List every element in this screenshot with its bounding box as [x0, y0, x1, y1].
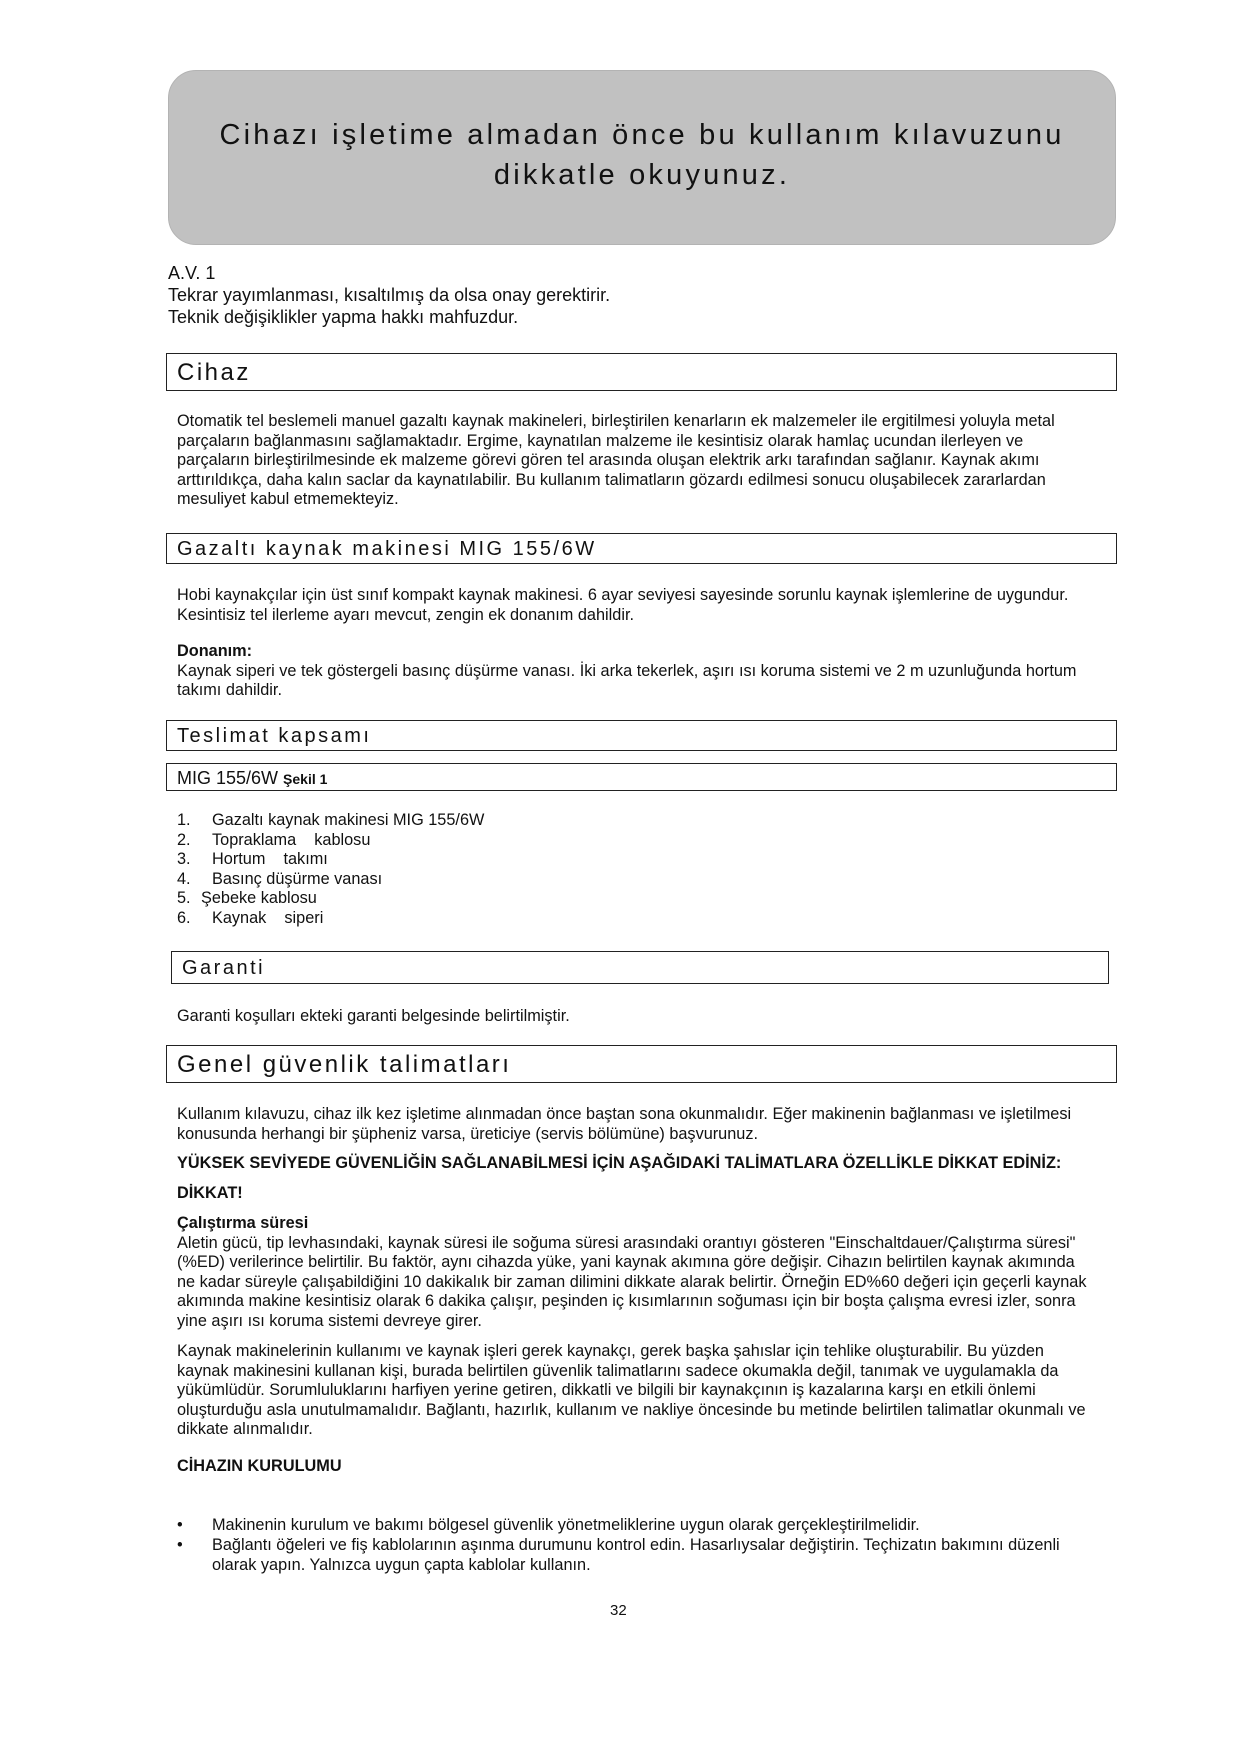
list-item-label: Hortum takımı — [212, 850, 328, 868]
gazalti-text: Hobi kaynakçılar için üst sınıf kompakt kaynak makinesi. 6 ayar seviyesi sayesinde sorunlu kaynak işlemlerine de uygundur. Kesintisiz tel ilerleme ayarı mevcut, zengin ek donanım dahildir. — [177, 586, 1069, 624]
list-item — [177, 1515, 1097, 1535]
safety-warning: YÜKSEK SEVİYEDE GÜVENLİĞİN SAĞLANABİLMESİ İÇİN AŞAĞIDAKİ TALİMATLARA ÖZELLİKLE DİKKAT EDİNİZ: — [177, 1154, 1062, 1172]
document-meta — [168, 262, 610, 328]
list-item-label: Kaynak siperi — [212, 908, 324, 927]
equipment-label: Donanım: — [177, 642, 253, 660]
section-heading-gazalti: Gazaltı kaynak makinesi MIG 155/6W — [166, 533, 1117, 564]
banner-title-line-1: Cihazı işletime almadan önce bu kullanım kılavuzunu — [219, 119, 1065, 151]
genel-paragraph — [177, 1105, 1097, 1476]
genel-intro: Kullanım kılavuzu, cihaz ilk kez işletime alınmadan önce baştan sona okunmalıdır. Eğer makinenin bağlanması ve işletilmesi konusunda herhangi bir şüpheniz varsa, üreticiye (servis bölümüne) başvurunuz. — [177, 1105, 1072, 1143]
list-item-label: Gazaltı kaynak makinesi MIG 155/6W — [212, 811, 485, 829]
list-item: 6. Kaynak siperi — [177, 908, 324, 927]
section-heading-teslimat: Teslimat kapsamı — [166, 720, 1117, 751]
list-item-label: Şebeke kablosu — [201, 889, 317, 907]
list-item: 1. Gazaltı kaynak makinesi MIG 155/6W — [177, 811, 485, 829]
bullet-icon: • — [177, 1516, 183, 1534]
equipment-text: Kaynak siperi ve tek göstergeli basınç düşürme vanası. İki arka tekerlek, aşırı ısı koruma sistemi ve 2 m uzunluğunda hortum takımı dahildir. — [177, 661, 1077, 699]
list-item: 4. Basınç düşürme vanası — [177, 869, 383, 888]
list-item: 2. Topraklama kablosu — [177, 830, 371, 849]
reprint-notice: Tekrar yayımlanması, kısaltılmış da olsa onay gerektirir. — [168, 285, 611, 305]
cihaz-text: Otomatik tel beslemeli manuel gazaltı kaynak makineleri, birleştirilen kenarların ek malzemeler ile ergitilmesi yoluyla metal parçaların bağlanmasını sağlamaktadır. Ergime, kaynatılan malzeme ile kesintisiz olarak hamlaç ucundan ilerleyen ve parçaların birleştirilmesinde ek malzeme görevi gören tel arasında oluşan elektrik arkı tarafından sağlanır. Kaynak akımı arttırıldıkça, daha kalın saclar da kaynatılabilir. Bu kullanım talimatların gözardı edilmesi sonucu oluşabilecek zararlardan mesuliyet kabul etmemekteyiz. — [177, 412, 1055, 508]
section-heading-genel: Genel güvenlik talimatları — [166, 1045, 1117, 1083]
garanti-text: Garanti koşulları ekteki garanti belgesinde belirtilmiştir. — [177, 1007, 570, 1025]
banner-title-line-2: dikkatle okuyunuz. — [493, 159, 791, 191]
model-name: MIG 155/6W — [177, 768, 279, 788]
version-label: A.V. 1 — [168, 263, 216, 283]
list-item-label: Basınç düşürme vanası — [212, 869, 383, 888]
setup-heading: CİHAZIN KURULUMU — [177, 1456, 342, 1475]
runtime-text: Aletin gücü, tip levhasındaki, kaynak süresi ile soğuma süresi arasındaki orantıyı gösteren "Einschaltdauer/Çalıştırma süresi" (%ED) verilerince belirtilir. Bu faktör, aynı cihazda yüke, yani kaynak akımına göre değişir. Cihazın belirtilen kaynak akımında ne kadar süreyle çalışabildiğini 10 dakikalık bir zaman dilimini dikkate alarak belirtir. Örneğin ED%60 değeri için geçerli kaynak akımında makine kesintisiz olarak 6 dakika çalışır, peşinden iç kısımlarının soğuması için bir boşta çalışma evresi izler, sonra yine aşırı ısı koruma sistemi devreye girer. — [177, 1233, 1087, 1330]
runtime-heading: Çalıştırma süresi — [177, 1214, 309, 1232]
page-number: 32 — [610, 1602, 627, 1619]
rights-notice: Teknik değişiklikler yapma hakkı mahfuzdur. — [168, 307, 519, 327]
section-heading-cihaz: Cihaz — [166, 353, 1117, 391]
title-banner — [168, 70, 1116, 245]
list-item: 3. Hortum takımı — [177, 850, 328, 868]
cihaz-paragraph — [177, 412, 1097, 510]
delivery-list — [177, 811, 484, 928]
list-item — [177, 1535, 1097, 1575]
list-item: 5. Şebeke kablosu — [177, 889, 317, 907]
list-item-label: Bağlantı öğeleri ve fiş kablolarının aşınma durumunu kontrol edin. Hasarlıysalar değiştirin. Teçhizatın bakımını düzenli olarak yapın. Yalnızca uygun çapta kablolar kullanın. — [212, 1536, 1060, 1574]
model-heading — [166, 763, 1117, 791]
gazalti-paragraph — [177, 586, 1097, 701]
bullet-icon: • — [177, 1536, 183, 1554]
section-heading-garanti: Garanti — [171, 951, 1109, 984]
list-item-label: Makinenin kurulum ve bakımı bölgesel güvenlik yönetmeliklerine uygun olarak gerçekleştirilmelidir. — [212, 1516, 920, 1534]
figure-reference: Şekil 1 — [283, 771, 328, 787]
danger-text: Kaynak makinelerinin kullanımı ve kaynak işleri gerek kaynakçı, gerek başka şahıslar için tehlike oluşturabilir. Bu yüzden kaynak makinesini kullanan kişi, burada belirtilen güvenlik talimatlarını sadece okumakla değil, tanımak ve uygulamakla da yükümlüdür. Sorumluluklarını harfiyen yerine getiren, dikkatli ve bilgili bir kaynakçının iş kazalarına karşı en etkili önlemi oluşturduğu asla unutulmamalıdır. Bağlantı, hazırlık, kullanım ve nakliye öncesinde bu metinde belirtilen talimatlar okunmalı ve dikkate alınmalıdır. — [177, 1342, 1086, 1438]
list-item-label: Topraklama kablosu — [212, 830, 371, 849]
setup-list — [177, 1515, 1097, 1575]
attention-label: DİKKAT! — [177, 1183, 243, 1202]
garanti-paragraph — [177, 1007, 1097, 1027]
